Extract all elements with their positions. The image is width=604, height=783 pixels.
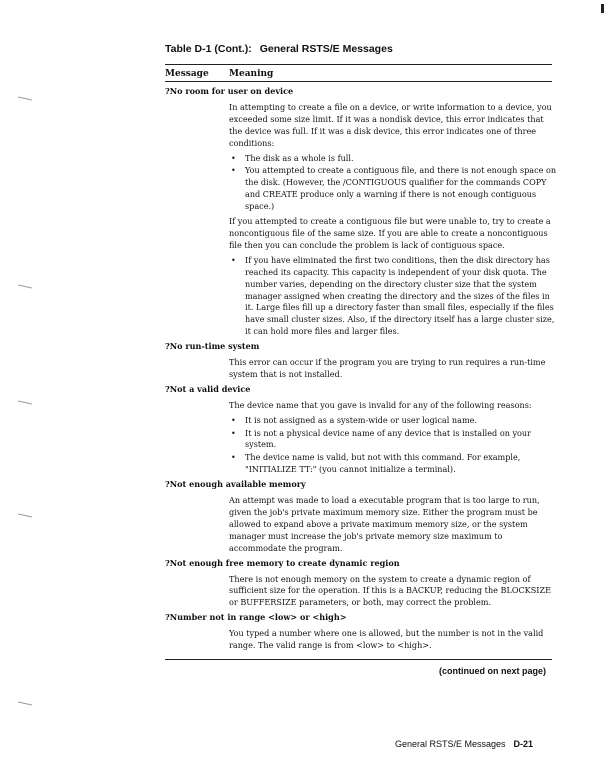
bullet-icon: • [231,165,236,176]
message-entry [165,341,557,381]
message-entry [165,384,557,476]
bullet-list [229,415,557,477]
bullet-list [229,255,557,338]
bullet-text: The disk as a whole is full. [245,152,354,163]
message-text: ?Not a valid device [165,383,251,394]
meaning-text [229,628,557,652]
meaning-paragraph: You typed a number where one is allowed, but the number is not in the valid range. The valid range is from <low> to <high>. [229,628,544,651]
bullet-icon: • [231,427,236,438]
margin-mark [18,97,32,101]
message-text: ?Number not in range <low> or <high> [165,612,347,623]
column-header-meaning: Meaning [229,69,274,79]
bullet-icon: • [231,152,236,163]
margin-mark [18,285,32,289]
meaning-paragraph: There is not enough memory on the system to create a dynamic region of sufficient size for the operation. If this is a BACKUP, reducing the BLOCKSIZE or BUFFERSIZE parameters, or both, may correct the problem. [229,573,551,608]
table-top-rule [165,64,552,65]
margin-mark [18,401,32,405]
bullet-item [229,415,557,427]
page-number: D-21 [513,739,534,749]
meaning-text [229,102,557,338]
bullet-icon: • [231,414,236,425]
table-title-text: General RSTS/E Messages [259,43,393,55]
bullet-text: The device name is valid, but not with this command. For example, "INITIALIZE TT:" (you cannot initialize a terminal). [245,452,521,475]
margin-mark [18,514,32,518]
bullet-item [229,428,557,452]
column-header-message: Message [165,69,209,79]
bullet-text: It is not a physical device name of any device that is installed on your system. [245,427,532,450]
meaning-text [229,357,557,381]
bullet-text: It is not assigned as a system-wide or user logical name. [245,414,477,425]
message-text: ?Not enough available memory [165,479,306,490]
message-entry [165,612,557,652]
bullet-list [229,153,557,214]
bullet-icon: • [231,452,236,463]
footer-running-title: General RSTS/E Messages [395,739,506,749]
message-text: ?No run-time system [165,341,260,352]
meaning-paragraph: This error can occur if the program you are trying to run requires a run-time system that is not installed. [229,357,546,379]
bullet-item [229,165,557,213]
bullet-item [229,452,557,476]
table-bottom-rule [165,659,552,660]
bullet-icon: • [231,254,236,265]
message-entry [165,558,557,610]
continued-note: (continued on next page) [439,666,546,676]
bullet-text: You attempted to create a contiguous file, and there is not enough space on the disk. (However, the /CONTIGUOUS qualifier for the commands COPY and CREATE produce only a warning if there is not enough contiguous space.) [245,165,557,212]
meaning-paragraph: If you attempted to create a contiguous file but were unable to, try to create a noncontiguous file of the same size. If you are able to create a noncontiguous file then you can conclude the problem is lack of contiguous space. [229,216,551,250]
table-title [165,43,393,55]
table-label: Table D-1 (Cont.): [165,43,252,55]
meaning-paragraph: An attempt was made to load a executable program that is too large to run, given the job's private maximum memory size. Either the program must be allowed to expand above a private maximum memory size, or the system manager must increase the job's private memory size maximum to accommodate the program. [229,495,540,553]
bullet-item [229,255,557,338]
meaning-paragraph: The device name that you gave is invalid for any of the following reasons: [229,399,532,410]
margin-mark [18,702,32,706]
meaning-text [229,400,557,476]
meaning-paragraph: In attempting to create a file on a device, or write information to a device, you exceeded some size limit. If it was a nondisk device, this error indicates that the device was full. If it was a disk device, this error indicates one of three conditions: [229,101,552,148]
bullet-text: If you have eliminated the first two conditions, then the disk directory has reached its capacity. This capacity is independent of your disk quota. The number varies, depending on the directory cluster size that the system manager assigned when creating the directory and the sizes of the files in it. Large files fill up a directory faster than small files, especially if the files have small cluster sizes. Also, if the directory itself has a large cluster size, it can hold more files and larger files. [245,254,555,337]
message-entry [165,86,557,338]
message-text: ?No room for user on device [165,86,294,96]
meaning-text [229,574,557,610]
meaning-text [229,495,557,555]
page-footer [395,739,533,749]
table-header-rule [165,81,552,82]
message-entry [165,479,557,554]
message-text: ?Not enough free memory to create dynamic region [165,557,400,568]
message-table-body [165,86,557,655]
bullet-item [229,153,557,165]
